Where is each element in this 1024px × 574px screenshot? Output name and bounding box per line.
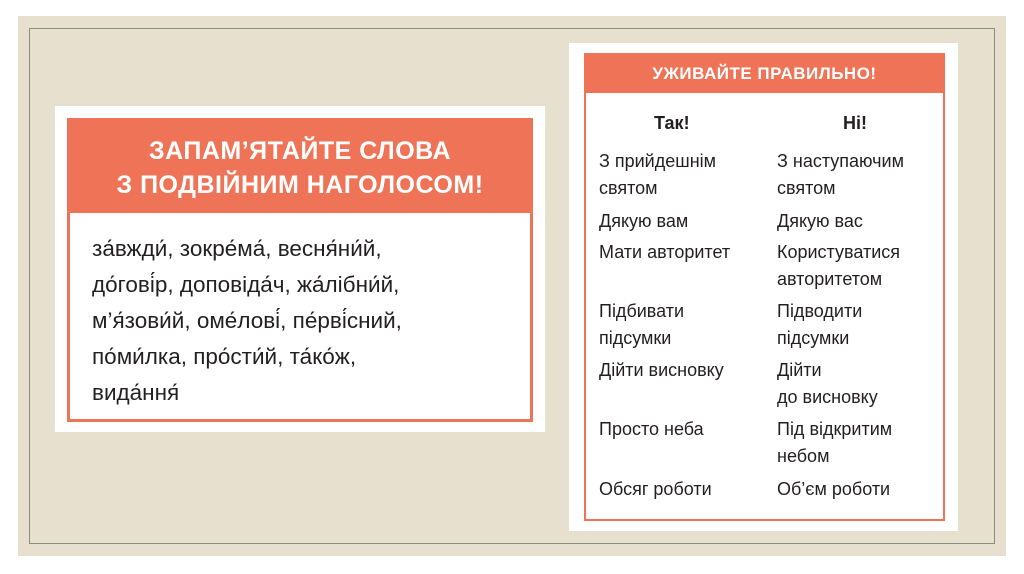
double-stress-word-list [92,231,512,411]
usage-incorrect-cell [777,357,952,411]
word-line: до́гові́р, доповіда́ч, жа́лібни́й, [92,272,400,297]
usage-incorrect-cell [777,298,952,352]
cell-line: Дійти [777,360,822,380]
cell-line: Мати авторитет [599,242,731,262]
usage-incorrect-cell [777,148,952,202]
usage-correct-cell [599,416,774,443]
cell-line: Просто неба [599,419,704,439]
usage-correct-cell [599,298,774,352]
cell-line: Обсяг роботи [599,479,712,499]
correct-usage-card [569,43,958,531]
word-line: за́вжди́, зокре́ма́, весня́ни́й, [92,236,382,261]
cell-line: Дякую вам [599,211,689,231]
usage-correct-cell [599,208,774,235]
usage-incorrect-cell [777,239,952,293]
correct-usage-card-border [584,53,945,521]
usage-incorrect-cell [777,476,952,503]
column-header-yes: Так! [654,113,690,133]
word-line: вида́ння́ [92,380,180,405]
cell-line: святом [777,178,836,198]
cell-line: Підводити [777,301,863,321]
usage-correct-cell [599,148,774,202]
cell-line: З прийдешнім [599,151,717,171]
usage-correct-cell [599,239,774,266]
cell-line: Дійти висновку [599,360,724,380]
double-stress-title-line-1: ЗАПАМ’ЯТАЙТЕ СЛОВА [148,137,452,165]
cell-line: Дякую вас [777,211,863,231]
cell-line: авторитетом [777,269,883,289]
double-stress-card-border [67,118,533,422]
cell-line: святом [599,178,658,198]
cell-line: Об’єм роботи [777,479,891,499]
cell-line: Користуватися [777,242,901,262]
double-stress-card-header [70,121,530,213]
usage-correct-cell [599,357,774,384]
word-line: по́ми́лка, про́сти́й, та́ко́ж, [92,344,357,369]
column-header-no: Ні! [843,113,867,133]
double-stress-title-line-2: З ПОДВІЙНИМ НАГОЛОСОМ! [116,171,484,199]
cell-line: до висновку [777,387,878,407]
word-line: м’я́зови́й, оме́лові́, пе́рві́сний, [92,308,402,333]
cell-line: Підбивати [599,301,685,321]
usage-incorrect-cell [777,208,952,235]
cell-line: підсумки [777,328,850,348]
correct-usage-title: УЖИВАЙТЕ ПРАВИЛЬНО! [586,55,943,93]
cell-line: З наступаючим [777,151,904,171]
double-stress-card [55,106,545,432]
cell-line: підсумки [599,328,672,348]
cell-line: небом [777,446,830,466]
usage-incorrect-cell [777,416,952,470]
cell-line: Під відкритим [777,419,893,439]
usage-correct-cell [599,476,774,503]
